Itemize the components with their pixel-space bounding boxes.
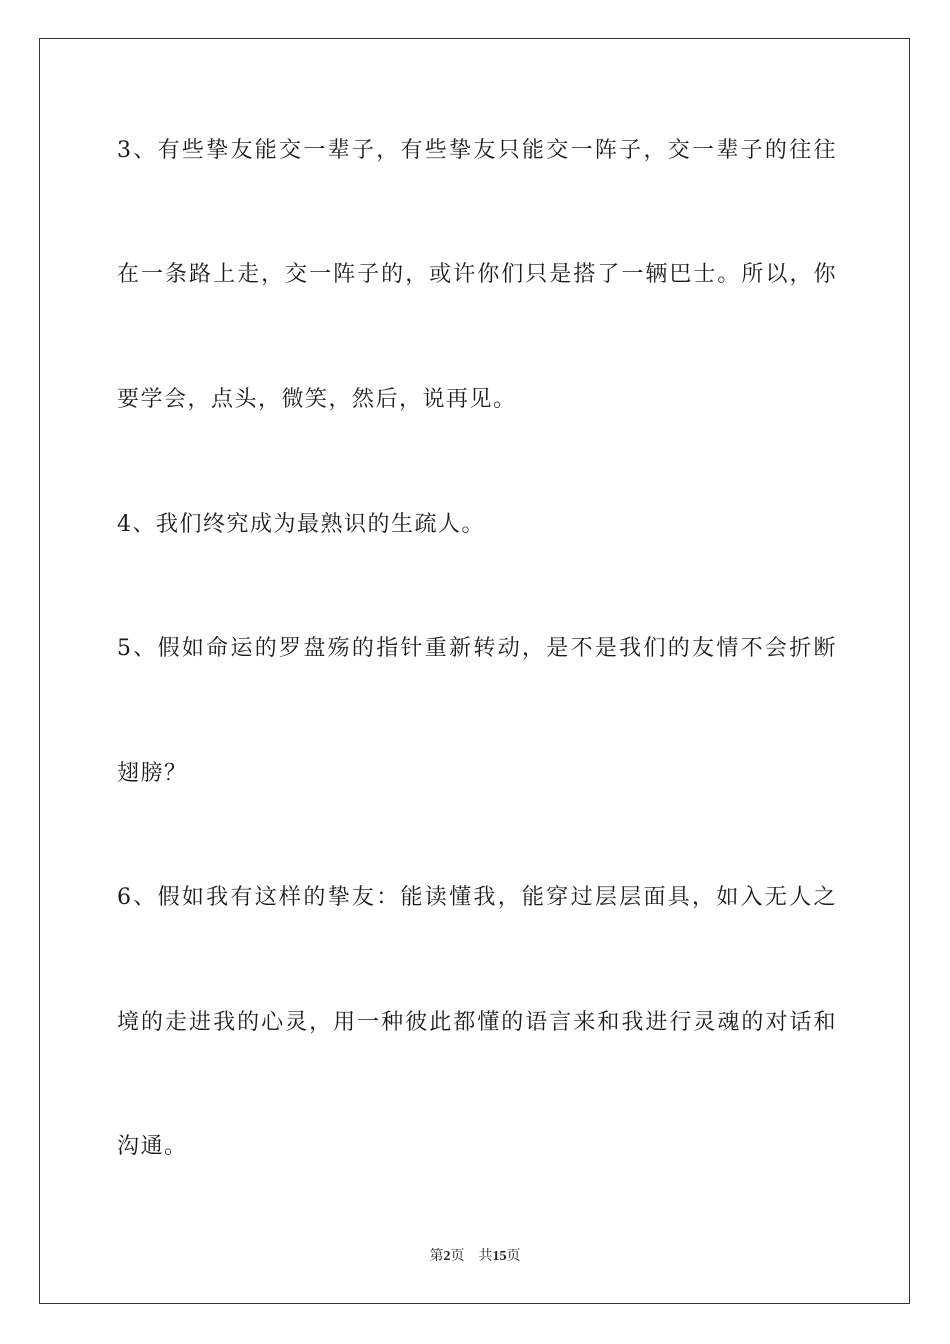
paragraph-6-line-3: 沟通。: [117, 1134, 188, 1159]
page-suffix: 页: [450, 1248, 465, 1264]
paragraph-3-line-2: 在一条路上走，交一阵子的，或许你们只是搭了一辆巴士。所以，你: [117, 262, 837, 287]
paragraph-5-line-2: 翅膀？: [117, 761, 188, 786]
page-prefix: 第: [429, 1248, 444, 1264]
paragraph-3-line-1: 3、有些挚友能交一辈子，有些挚友只能交一阵子，交一辈子的往往: [117, 138, 837, 163]
paragraph-6-line-2: 境的走进我的心灵，用一种彼此都懂的语言来和我进行灵魂的对话和: [117, 1010, 837, 1035]
paragraph-6-line-1: 6、假如我有这样的挚友：能读懂我，能穿过层层面具，如入无人之: [117, 885, 837, 910]
total-prefix: 共: [478, 1248, 493, 1264]
total-pages: 15: [492, 1249, 507, 1264]
total-suffix: 页: [506, 1248, 521, 1264]
paragraph-3-line-3: 要学会，点头，微笑，然后，说再见。: [117, 387, 517, 412]
paragraph-5-line-1: 5、假如命运的罗盘殇的指针重新转动，是不是我们的友情不会折断: [117, 636, 837, 661]
page-border: [39, 38, 910, 1304]
page-number: 2: [443, 1249, 451, 1264]
paragraph-4-line-1: 4、我们终究成为最熟识的生疏人。: [117, 512, 485, 537]
page-footer: [0, 1247, 950, 1266]
